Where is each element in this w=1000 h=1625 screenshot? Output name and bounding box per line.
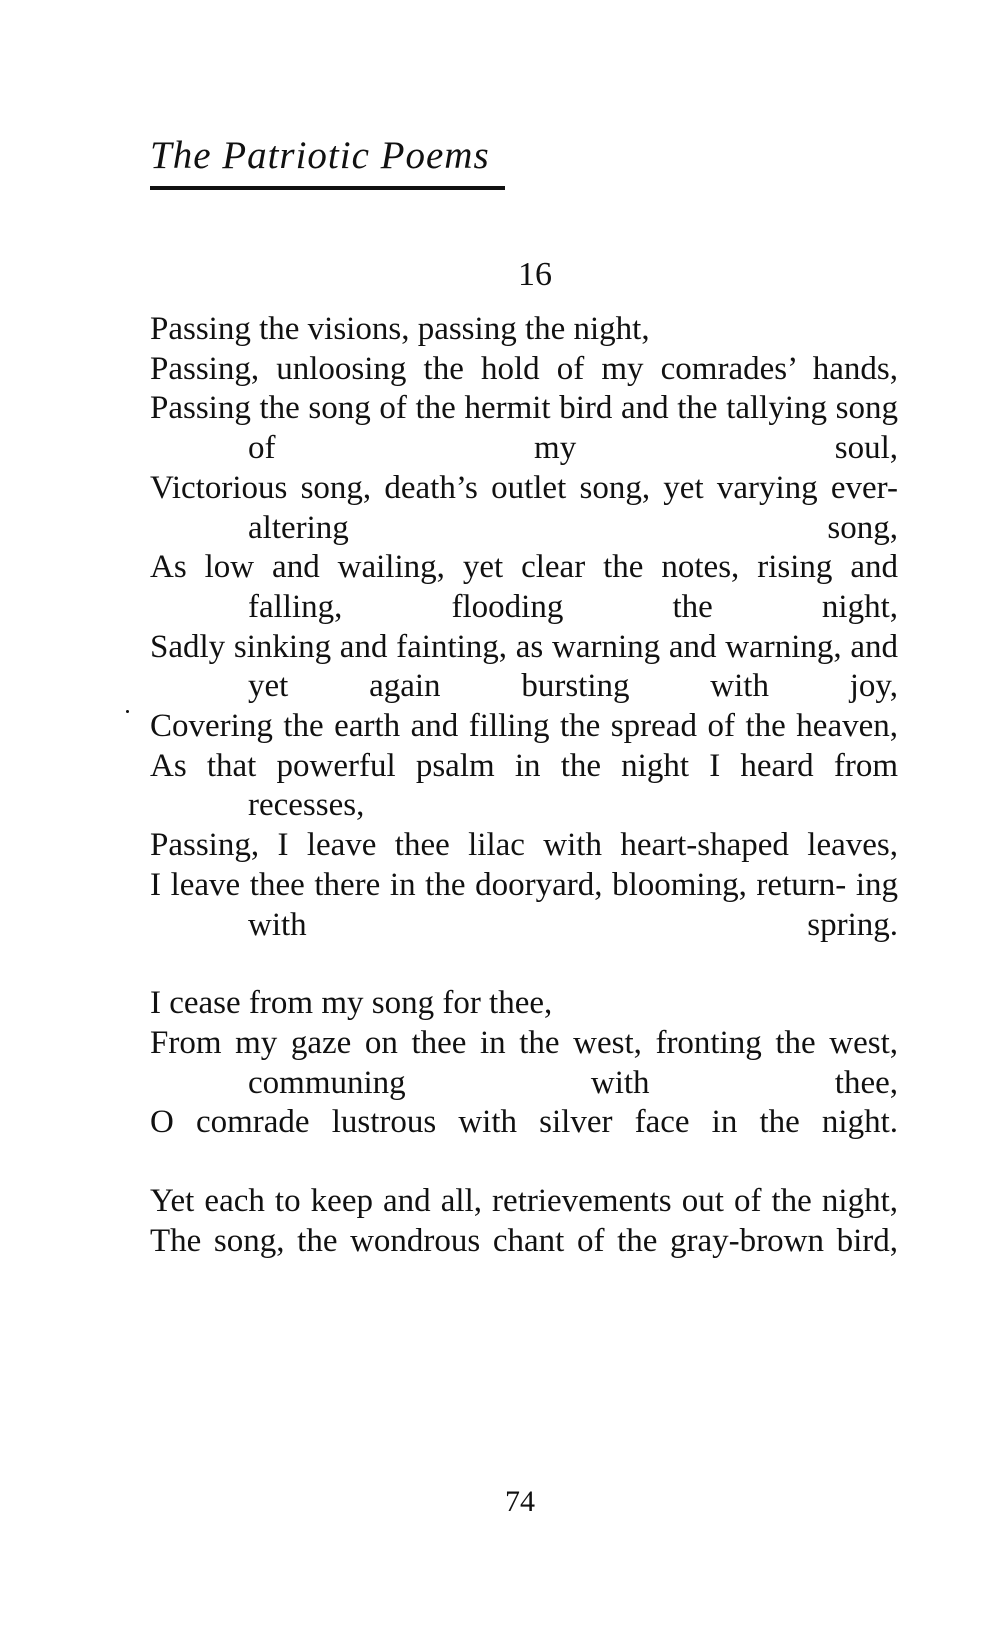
running-head: The Patriotic Poems xyxy=(150,133,505,190)
poem-line: Yet each to keep and all, retrievements out of the night, xyxy=(150,1183,898,1220)
poem-line: Passing the visions, passing the night, xyxy=(150,311,650,347)
poem-line: The song, the wondrous chant of the gray-brown bird, xyxy=(150,1222,898,1259)
poem-line: Passing, I leave thee lilac with heart-shaped leaves, xyxy=(150,827,898,864)
poem-line: As low and wailing, yet clear the notes, rising and falling, flooding the night, xyxy=(150,549,898,625)
poem-line: Covering the earth and filling the spread of the heaven, xyxy=(150,708,898,745)
poem-line: I leave thee there in the dooryard, blooming, return- ing with spring. xyxy=(150,866,898,943)
print-speck xyxy=(126,710,129,713)
poem-body xyxy=(150,310,898,1261)
poem-line: Sadly sinking and fainting, as warning and warning, and yet again bursting with joy, xyxy=(150,628,898,705)
stanza xyxy=(150,1182,898,1261)
poem-line: Victorious song, death’s outlet song, yet varying ever-altering song, xyxy=(150,469,898,546)
stanza xyxy=(150,310,898,945)
poem-line: As that powerful psalm in the night I heard from recesses, xyxy=(150,747,898,824)
page-number: 74 xyxy=(505,1485,535,1518)
section-number: 16 xyxy=(518,256,552,293)
poem-line: From my gaze on thee in the west, fronting the west, communing with thee, xyxy=(150,1024,898,1101)
poem-line: Passing, unloosing the hold of my comrades’ hands, xyxy=(150,350,898,387)
poem-line: I cease from my song for thee, xyxy=(150,985,553,1022)
poem-line: O comrade lustrous with silver face in the night. xyxy=(150,1104,898,1141)
poem-line: Passing the song of the hermit bird and the tallying song of my soul, xyxy=(150,390,898,467)
stanza xyxy=(150,984,898,1143)
